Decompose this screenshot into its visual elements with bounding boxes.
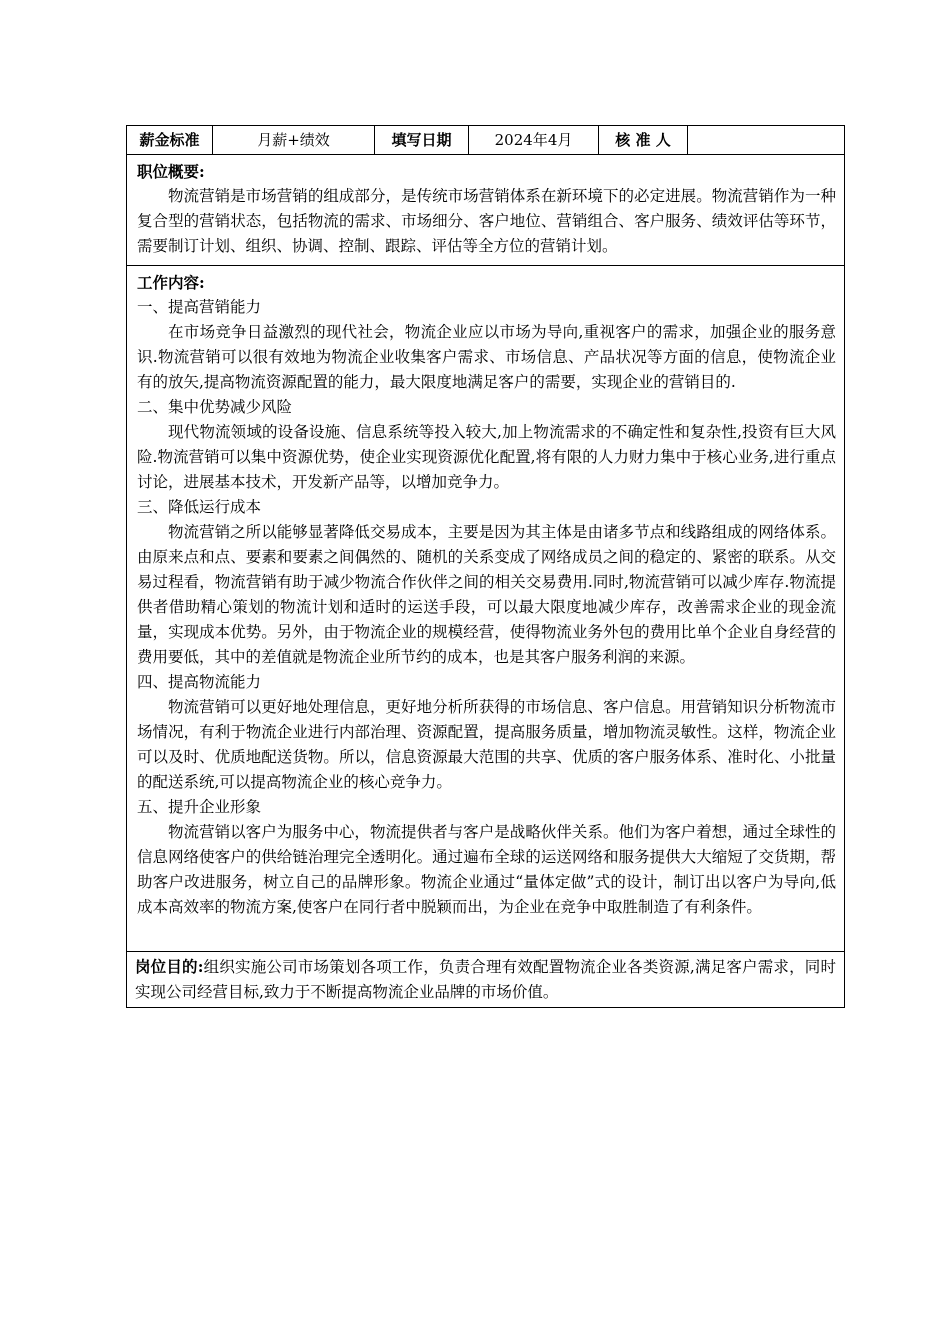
purpose-label: 岗位目的:	[135, 957, 204, 976]
work-item-heading: 一、提高营销能力	[137, 298, 262, 316]
salary-value: 月薪+绩效	[213, 126, 375, 155]
job-description-table	[126, 125, 845, 1008]
date-label: 填写日期	[375, 126, 469, 155]
overview-section	[127, 155, 845, 266]
approver-label: 核 准 人	[599, 126, 688, 155]
work-item-heading: 五、提升企业形象	[137, 798, 262, 816]
header-row	[127, 126, 845, 155]
work-item-text: 在市场竞争日益激烈的现代社会，物流企业应以市场为导向,重视客户的需求，加强企业的服务意识.物流营销可以很有效地为物流企业收集客户需求、市场信息、产品状况等方面的信息，使物流企业有的放矢,提高物流资源配置的能力，最大限度地满足客户的需要，实现企业的营销目的.	[137, 323, 836, 391]
purpose-section	[127, 952, 845, 1008]
approver-value	[688, 126, 845, 155]
work-item-text: 物流营销可以更好地处理信息，更好地分析所获得的市场信息、客户信息。用营销知识分析物流市场情况，有利于物流企业进行内部治理、资源配置，提高服务质量，增加物流灵敏性。这样，物流企业可以及时、优质地配送货物。所以，信息资源最大范围的共享、优质的客户服务体系、准时化、小批量的配送系统,可以提高物流企业的核心竞争力。	[137, 698, 836, 791]
work-item-heading: 二、集中优势减少风险	[137, 398, 293, 416]
work-title: 工作内容:	[137, 273, 205, 292]
date-value: 2024年4月	[469, 126, 599, 155]
work-item-text: 物流营销以客户为服务中心，物流提供者与客户是战略伙伴关系。他们为客户着想，通过全球性的信息网络使客户的供给链治理完全透明化。通过遍布全球的运送网络和服务提供大大缩短了交货期，帮助客户改进服务，树立自己的品牌形象。物流企业通过“量体定做”式的设计，制订出以客户为导向,低成本高效率的物流方案,使客户在同行者中脱颖而出，为企业在竞争中取胜制造了有利条件。	[137, 823, 836, 916]
overview-text: 物流营销是市场营销的组成部分，是传统市场营销体系在新环境下的必定进展。物流营销作为一种复合型的营销状态，包括物流的需求、市场细分、客户地位、营销组合、客户服务、绩效评估等环节，需要制订计划、组织、协调、控制、跟踪、评估等全方位的营销计划。	[137, 187, 836, 255]
work-section	[127, 266, 845, 952]
blank-space	[137, 920, 836, 945]
work-item-heading: 三、降低运行成本	[137, 498, 262, 516]
salary-label: 薪金标准	[127, 126, 213, 155]
overview-title: 职位概要:	[137, 162, 205, 181]
work-item-text: 现代物流领域的设备设施、信息系统等投入较大,加上物流需求的不确定性和复杂性,投资有巨大风险.物流营销可以集中资源优势，使企业实现资源优化配置,将有限的人力财力集中于核心业务,进行重点讨论，进展基本技术，开发新产品等，以增加竞争力。	[137, 423, 836, 491]
purpose-text: 组织实施公司市场策划各项工作，负责合理有效配置物流企业各类资源,满足客户需求，同时实现公司经营目标,致力于不断提高物流企业品牌的市场价值。	[135, 958, 836, 1001]
work-item-heading: 四、提高物流能力	[137, 673, 262, 691]
work-item-text: 物流营销之所以能够显著降低交易成本，主要是因为其主体是由诸多节点和线路组成的网络体系。由原来点和点、要素和要素之间偶然的、随机的关系变成了网络成员之间的稳定的、紧密的联系。从交易过程看，物流营销有助于减少物流合作伙伴之间的相关交易费用.同时,物流营销可以减少库存.物流提供者借助精心策划的物流计划和适时的运送手段，可以最大限度地减少库存，改善需求企业的现金流量，实现成本优势。另外，由于物流企业的规模经营，使得物流业务外包的费用比单个企业自身经营的费用要低，其中的差值就是物流企业所节约的成本，也是其客户服务利润的来源。	[137, 523, 836, 666]
